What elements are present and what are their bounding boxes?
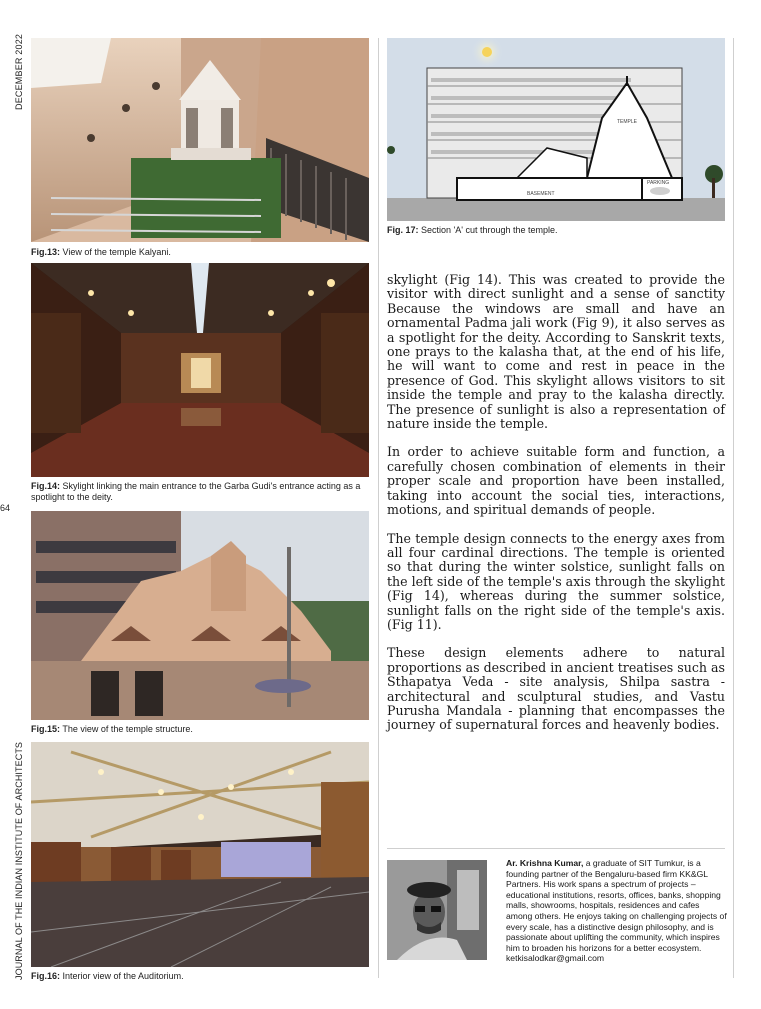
author-email: ketkisalodkar@gmail.com — [506, 953, 605, 964]
column-divider — [378, 38, 379, 978]
photo-skylight-interior — [31, 263, 369, 477]
right-margin-rule — [733, 38, 734, 978]
article-paragraph-4: These design elements adhere to natural proportions as described in ancient treatises such as Sthapatya Veda - site analysis, Shilpa sastra - architectural and sculptural studies, and Vastu Purusha Mandala - planning that encompasses the journey of supernatural forces and heavenly bodies. — [387, 645, 725, 733]
caption-fig14-text: Skylight linking the main entrance to the Garba Gudi's entrance acting as a spotlight to the deity. — [31, 481, 361, 502]
caption-fig13-label: Fig.13: — [31, 247, 61, 257]
caption-fig13 — [31, 247, 369, 258]
caption-fig16-text: Interior view of the Auditorium. — [60, 971, 184, 981]
section-label-basement: BASEMENT — [527, 191, 555, 197]
section-drawing — [387, 38, 725, 221]
author-bio — [506, 858, 728, 964]
author-bio-text: a graduate of SIT Tumkur, is a founding partner of the Bengaluru-based firm KK&GL Partners. His work spans a spectrum of projects – educational institutions, resorts, offices, banks, shopping malls, showrooms, hospitals, residences and cafes among others. He enjoys taking on challenging projects of every scale, has a distinctive design philosophy, and is passionate about uplifting the community, which inspires him to broaden his horizons for a better ecosystem. — [506, 858, 727, 953]
photo-temple-structure — [31, 511, 369, 720]
caption-fig17-text: Section 'A' cut through the temple. — [418, 225, 558, 235]
article-paragraph-2: In order to achieve suitable form and function, a carefully chosen combination of elements in their proper scale and proportion have been installed, taking into account the social ties, interactions, motions, and spiritual demands of people. — [387, 444, 725, 518]
issue-date: DECEMBER 2022 — [14, 33, 24, 110]
caption-fig15-label: Fig.15: — [31, 724, 61, 734]
author-portrait — [387, 860, 487, 960]
caption-fig13-text: View of the temple Kalyani. — [60, 247, 171, 257]
bio-divider — [387, 848, 725, 849]
article-paragraph-3: The temple design connects to the energy axes from all four cardinal directions. The temple is oriented so that during the winter solstice, sunlight falls on the left side of the temple's axis through the skylight (Fig 14), whereas during the summer solstice, sunlight falls on the right side of the temple's axis. (Fig 11). — [387, 530, 725, 632]
caption-fig15 — [31, 724, 369, 735]
caption-fig16 — [31, 971, 369, 982]
caption-fig17-label: Fig. 17: — [387, 225, 419, 235]
section-label-temple: TEMPLE — [617, 119, 638, 125]
article-body — [387, 273, 725, 747]
author-name: Ar. Krishna Kumar, — [506, 858, 584, 868]
journal-title: JOURNAL OF THE INDIAN INSTITUTE OF ARCHITECTS — [14, 741, 24, 980]
caption-fig14 — [31, 481, 371, 503]
caption-fig15-text: The view of the temple structure. — [60, 724, 193, 734]
photo-temple-kalyani — [31, 38, 369, 242]
article-paragraph-1: skylight (Fig 14). This was created to provide the visitor with direct sunlight and a sense of sanctity Because the windows are small and have an ornamental Padma jali work (Fig 9), it also serves as a spotlight for the deity. According to Sanskrit texts, one prays to the kalasha that, at the end of his life, he will want to come and rest in peace in the presence of God. This skylight allows visitors to sit inside the temple and pray to the kalasha directly. The presence of sunlight is also a representation of nature inside the temple. — [387, 272, 725, 432]
section-label-parking: PARKING — [647, 180, 670, 186]
caption-fig17 — [387, 225, 725, 236]
caption-fig16-label: Fig.16: — [31, 971, 61, 981]
caption-fig14-label: Fig.14: — [31, 481, 61, 491]
photo-auditorium-interior — [31, 742, 369, 967]
page-number: 64 — [0, 503, 11, 513]
